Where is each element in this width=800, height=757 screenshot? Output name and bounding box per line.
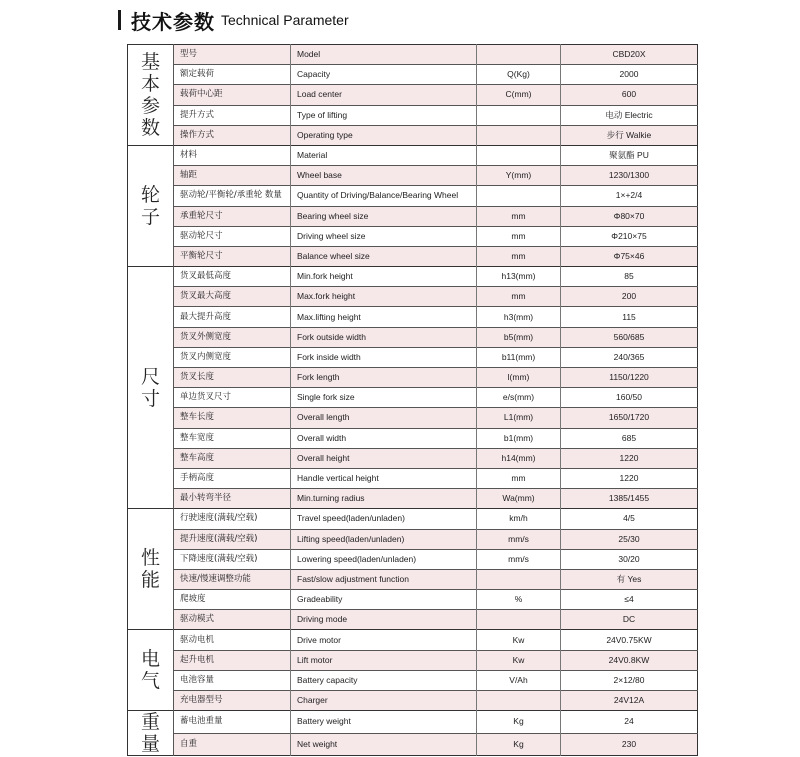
param-value: 24 (561, 711, 698, 734)
spec-row (128, 509, 698, 529)
spec-row (128, 206, 698, 226)
category-label: 性能 (128, 509, 174, 630)
param-name-zh: 材料 (174, 145, 291, 165)
param-value: Φ75×46 (561, 246, 698, 266)
spec-row (128, 327, 698, 347)
spec-row (128, 408, 698, 428)
spec-row (128, 468, 698, 488)
spec-row (128, 388, 698, 408)
param-value: 24V0.8KW (561, 650, 698, 670)
spec-row (128, 569, 698, 589)
param-name-zh: 额定载荷 (174, 65, 291, 85)
param-unit: b11(mm) (477, 347, 561, 367)
param-name-en: Quantity of Driving/Balance/Bearing Wheel (291, 186, 477, 206)
param-name-zh: 快速/慢速调整功能 (174, 569, 291, 589)
param-name-zh: 提升方式 (174, 105, 291, 125)
param-unit: mm/s (477, 529, 561, 549)
param-name-en: Balance wheel size (291, 246, 477, 266)
spec-row (128, 630, 698, 650)
param-unit: km/h (477, 509, 561, 529)
param-name-zh: 货叉最大高度 (174, 287, 291, 307)
param-unit (477, 105, 561, 125)
param-unit: C(mm) (477, 85, 561, 105)
param-unit: mm (477, 468, 561, 488)
spec-row (128, 307, 698, 327)
param-unit: Kg (477, 733, 561, 756)
spec-table-body (128, 45, 698, 756)
param-unit: h14(mm) (477, 448, 561, 468)
param-value: 240/365 (561, 347, 698, 367)
param-value: Φ80×70 (561, 206, 698, 226)
spec-row (128, 267, 698, 287)
param-name-en: Single fork size (291, 388, 477, 408)
param-value: CBD20X (561, 45, 698, 65)
spec-row (128, 428, 698, 448)
param-name-zh: 型号 (174, 45, 291, 65)
param-unit: Kw (477, 650, 561, 670)
param-value: 4/5 (561, 509, 698, 529)
param-name-en: Travel speed(laden/unladen) (291, 509, 477, 529)
param-name-zh: 爬坡度 (174, 590, 291, 610)
spec-row (128, 125, 698, 145)
spec-row (128, 347, 698, 367)
param-name-en: Handle vertical height (291, 468, 477, 488)
param-name-en: Battery capacity (291, 670, 477, 690)
spec-row (128, 145, 698, 165)
param-unit: b1(mm) (477, 428, 561, 448)
param-name-zh: 整车高度 (174, 448, 291, 468)
param-unit: L1(mm) (477, 408, 561, 428)
spec-row (128, 670, 698, 690)
param-name-zh: 整车宽度 (174, 428, 291, 448)
spec-row (128, 166, 698, 186)
param-name-en: Operating type (291, 125, 477, 145)
param-value: 25/30 (561, 529, 698, 549)
param-name-zh: 货叉外侧宽度 (174, 327, 291, 347)
param-name-en: Max.lifting height (291, 307, 477, 327)
param-name-zh: 下降速度(满载/空载) (174, 549, 291, 569)
spec-row (128, 489, 698, 509)
param-unit: e/s(mm) (477, 388, 561, 408)
param-unit (477, 569, 561, 589)
param-name-zh: 驱动轮/平衡轮/承重轮 数量 (174, 186, 291, 206)
param-value: 2000 (561, 65, 698, 85)
param-name-zh: 驱动模式 (174, 610, 291, 630)
param-name-en: Fork inside width (291, 347, 477, 367)
param-name-zh: 承重轮尺寸 (174, 206, 291, 226)
param-name-en: Drive motor (291, 630, 477, 650)
param-unit: Kw (477, 630, 561, 650)
param-name-en: Bearing wheel size (291, 206, 477, 226)
param-unit: Q(Kg) (477, 65, 561, 85)
param-name-en: Type of lifting (291, 105, 477, 125)
param-name-zh: 货叉长度 (174, 368, 291, 388)
param-value: ≤4 (561, 590, 698, 610)
spec-row (128, 246, 698, 266)
param-unit: Wa(mm) (477, 489, 561, 509)
category-label: 重量 (128, 711, 174, 756)
param-name-zh: 平衡轮尺寸 (174, 246, 291, 266)
param-value: 步行 Walkie (561, 125, 698, 145)
param-name-en: Wheel base (291, 166, 477, 186)
param-name-en: Max.fork height (291, 287, 477, 307)
spec-row (128, 610, 698, 630)
param-value: 1220 (561, 468, 698, 488)
param-name-en: Material (291, 145, 477, 165)
param-name-zh: 手柄高度 (174, 468, 291, 488)
param-name-en: Min.fork height (291, 267, 477, 287)
param-name-en: Charger (291, 691, 477, 711)
param-name-zh: 货叉最低高度 (174, 267, 291, 287)
param-value: 聚氨酯 PU (561, 145, 698, 165)
param-value: 600 (561, 85, 698, 105)
param-name-zh: 载荷中心距 (174, 85, 291, 105)
title-zh: 技术参数 (131, 9, 215, 34)
param-name-en: Load center (291, 85, 477, 105)
param-value: 1×+2/4 (561, 186, 698, 206)
param-value: 1150/1220 (561, 368, 698, 388)
spec-row (128, 529, 698, 549)
spec-row (128, 65, 698, 85)
param-name-zh: 电池容量 (174, 670, 291, 690)
param-name-zh: 货叉内侧宽度 (174, 347, 291, 367)
param-name-en: Overall length (291, 408, 477, 428)
param-unit: l(mm) (477, 368, 561, 388)
param-value: 24V0.75KW (561, 630, 698, 650)
category-label: 电气 (128, 630, 174, 711)
param-value: DC (561, 610, 698, 630)
param-name-en: Overall width (291, 428, 477, 448)
param-unit: Y(mm) (477, 166, 561, 186)
param-name-en: Fork length (291, 368, 477, 388)
param-name-zh: 最大提升高度 (174, 307, 291, 327)
param-name-zh: 驱动电机 (174, 630, 291, 650)
param-value: 24V12A (561, 691, 698, 711)
param-value: 160/50 (561, 388, 698, 408)
spec-row (128, 186, 698, 206)
title-en: Technical Parameter (221, 12, 349, 28)
param-value: Φ210×75 (561, 226, 698, 246)
param-name-zh: 蓄电池重量 (174, 711, 291, 734)
param-value: 有 Yes (561, 569, 698, 589)
param-value: 560/685 (561, 327, 698, 347)
param-name-zh: 充电器型号 (174, 691, 291, 711)
param-value: 685 (561, 428, 698, 448)
spec-row (128, 85, 698, 105)
param-name-en: Driving mode (291, 610, 477, 630)
param-name-zh: 轴距 (174, 166, 291, 186)
category-label: 基本参数 (128, 45, 174, 146)
param-name-en: Battery weight (291, 711, 477, 734)
spec-row (128, 226, 698, 246)
spec-row (128, 733, 698, 756)
param-name-zh: 操作方式 (174, 125, 291, 145)
param-value: 1220 (561, 448, 698, 468)
param-value: 电动 Electric (561, 105, 698, 125)
param-name-en: Fork outside width (291, 327, 477, 347)
param-unit (477, 186, 561, 206)
spec-row (128, 590, 698, 610)
spec-row (128, 45, 698, 65)
param-value: 1650/1720 (561, 408, 698, 428)
param-name-en: Min.turning radius (291, 489, 477, 509)
param-unit (477, 610, 561, 630)
param-name-zh: 驱动轮尺寸 (174, 226, 291, 246)
category-label: 轮子 (128, 145, 174, 266)
param-unit: % (477, 590, 561, 610)
param-name-en: Net weight (291, 733, 477, 756)
param-value: 230 (561, 733, 698, 756)
param-unit (477, 691, 561, 711)
spec-row (128, 691, 698, 711)
param-unit: h13(mm) (477, 267, 561, 287)
spec-row (128, 287, 698, 307)
param-value: 115 (561, 307, 698, 327)
spec-table (127, 44, 698, 756)
param-name-zh: 行驶速度(满载/空载) (174, 509, 291, 529)
param-unit: b5(mm) (477, 327, 561, 347)
param-unit: h3(mm) (477, 307, 561, 327)
param-name-en: Lowering speed(laden/unladen) (291, 549, 477, 569)
category-label: 尺寸 (128, 267, 174, 509)
page-header (118, 8, 349, 32)
param-name-en: Model (291, 45, 477, 65)
spec-row (128, 448, 698, 468)
param-unit (477, 125, 561, 145)
spec-row (128, 711, 698, 734)
param-unit: V/Ah (477, 670, 561, 690)
param-name-zh: 提升速度(满载/空载) (174, 529, 291, 549)
param-value: 30/20 (561, 549, 698, 569)
param-unit: mm (477, 226, 561, 246)
spec-row (128, 105, 698, 125)
param-name-en: Fast/slow adjustment function (291, 569, 477, 589)
param-name-zh: 整车长度 (174, 408, 291, 428)
param-value: 1385/1455 (561, 489, 698, 509)
param-unit (477, 45, 561, 65)
param-name-en: Gradeability (291, 590, 477, 610)
param-name-en: Lift motor (291, 650, 477, 670)
param-value: 200 (561, 287, 698, 307)
param-name-zh: 单边货叉尺寸 (174, 388, 291, 408)
header-bar (118, 10, 121, 30)
param-name-zh: 最小转弯半径 (174, 489, 291, 509)
param-unit (477, 145, 561, 165)
param-name-en: Driving wheel size (291, 226, 477, 246)
param-value: 1230/1300 (561, 166, 698, 186)
param-name-en: Overall height (291, 448, 477, 468)
param-unit: mm (477, 246, 561, 266)
param-name-zh: 起升电机 (174, 650, 291, 670)
spec-row (128, 368, 698, 388)
param-name-en: Capacity (291, 65, 477, 85)
param-name-en: Lifting speed(laden/unladen) (291, 529, 477, 549)
param-name-zh: 自重 (174, 733, 291, 756)
spec-row (128, 549, 698, 569)
param-unit: Kg (477, 711, 561, 734)
param-unit: mm (477, 287, 561, 307)
spec-row (128, 650, 698, 670)
param-unit: mm/s (477, 549, 561, 569)
param-unit: mm (477, 206, 561, 226)
param-value: 85 (561, 267, 698, 287)
param-value: 2×12/80 (561, 670, 698, 690)
